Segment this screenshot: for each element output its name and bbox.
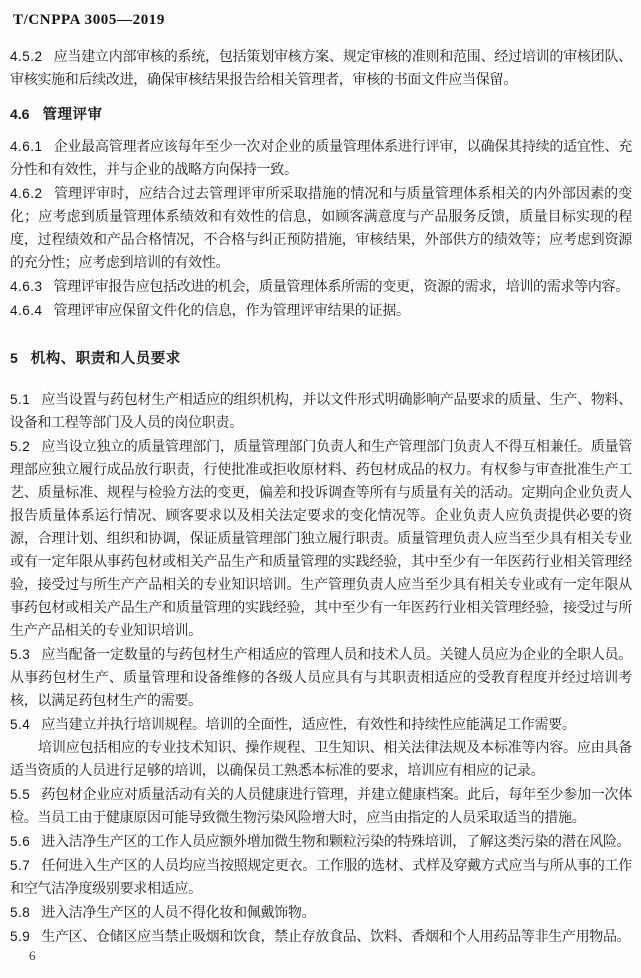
clause-number: 5.6	[10, 834, 31, 849]
clause-text: 管理评审时，应结合过去管理评审所采取措施的情况和与质量管理体系相关的内外部因素的变化；应考虑到质量管理体系绩效和有效性的信息，如顾客满意度与产品服务反馈，质量目标实现的程度，过程绩效和产品合格情况，不合格与纠正预防措施，审核结果，外部供方的绩效等；应考虑到资源的充分性；应考虑到培训的有效性。	[10, 187, 632, 271]
section-number: 5	[10, 350, 18, 366]
clause-text: 应当建立内部审核的系统，包括策划审核方案、规定审核的准则和范围、经过培训的审核团队、审核实施和后续改进，确保审核结果报告给相关管理者，审核的书面文件应当保留。	[10, 50, 632, 88]
clause-number: 4.6.2	[10, 186, 43, 201]
clause-5-8	[10, 901, 632, 925]
page-number: 6	[29, 948, 36, 963]
clause-5-6	[10, 830, 632, 854]
section-title: 机构、职责和人员要求	[30, 351, 181, 367]
section-heading-5	[10, 347, 632, 370]
clause-4-6-2	[10, 182, 632, 275]
clause-5-7	[10, 854, 632, 901]
clause-number: 5.2	[10, 439, 31, 454]
clause-5-9	[10, 925, 632, 949]
clause-number: 5.4	[10, 717, 31, 732]
clause-4-6-3	[10, 275, 632, 299]
clause-5-1	[10, 388, 632, 435]
clause-text: 药包材企业应对质量活动有关的人员健康进行管理，并建立健康档案。此后，每年至少参加一次体检。当员工由于健康原因可能导致微生物污染风险增大时，应当由指定的人员采取适当的措施。	[10, 788, 632, 826]
clause-5-4-subparagraph: 培训应包括相应的专业技术知识、操作规程、卫生知识、相关法律法规及本标准等内容。应由具备适当资质的人员进行足够的培训，以确保员工熟悉本标准的要求，培训应有相应的记录。	[10, 741, 632, 779]
clause-text: 生产区、仓储区应当禁止吸烟和饮食，禁止存放食品、饮料、香烟和个人用药品等非生产用物品。	[41, 930, 631, 945]
clause-4-6-4	[10, 299, 632, 323]
clause-4-5-2	[10, 45, 632, 92]
clause-number: 4.6.4	[10, 303, 43, 318]
clause-number: 5.9	[10, 929, 31, 944]
clause-text: 应当设置与药包材生产相适应的组织机构，并以文件形式明确影响产品要求的质量、生产、物料、设备和工程等部门及人员的岗位职责。	[10, 393, 632, 431]
clause-number: 4.6.3	[10, 279, 43, 294]
clause-text: 应当设立独立的质量管理部门，质量管理部门负责人和生产管理部门负责人不得互相兼任。质量管理部应独立履行成品放行职责，行使批准或拒收原材料、药包材成品的权力。有权参与审查批准生产工艺、质量标准、规程与检验方法的变更，偏差和投诉调查等所有与质量有关的活动。定期向企业负责人报告质量体系运行情况、顾客要求以及相关法定要求的变化情况等。企业负责人应负责提供必要的资源，合理计划、组织和协调，保证质量管理部门独立履行职责。质量管理负责人应当至少具有相关专业或有一定年限从事药包材或相关产品生产和质量管理的实践经验，其中至少有一年医药行业相关管理经验，接受过与所生产产品相关的专业知识培训。生产管理负责人应当至少具有相关专业或有一定年限从事药包材或相关产品生产和质量管理的实践经验，其中至少有一年医药行业相关管理经验，接受过与所生产产品相关的专业知识培训。	[10, 440, 632, 639]
clause-4-6-1	[10, 135, 632, 182]
clause-text: 进入洁净生产区的工作人员应额外增加微生物和颗粒污染的特殊培训，了解这类污染的潜在风险。	[41, 835, 631, 850]
clause-number: 5.1	[10, 392, 31, 407]
clause-text: 进入洁净生产区的人员不得化妆和佩戴饰物。	[41, 906, 316, 921]
heading-number: 4.6	[10, 106, 30, 122]
clause-text: 应当建立并执行培训规程。培训的全面性，适应性，有效性和持续性应能满足工作需要。	[41, 718, 576, 733]
clause-number: 5.3	[10, 647, 31, 662]
clause-number: 4.5.2	[10, 49, 43, 64]
clause-number: 5.8	[10, 905, 31, 920]
clause-text: 企业最高管理者应该每年至少一次对企业的质量管理体系进行评审，以确保其持续的适宜性、充分性和有效性，并与企业的战略方向保持一致。	[10, 140, 632, 178]
clause-5-2	[10, 435, 632, 643]
standard-code-header: T/CNPPA 3005—2019	[13, 12, 166, 28]
clause-5-5	[10, 783, 632, 830]
clause-5-4	[10, 713, 632, 737]
clause-number: 5.5	[10, 787, 31, 802]
clause-text: 应当配备一定数量的与药包材生产相适应的管理人员和技术人员。关键人员应为企业的全职人员。从事药包材生产、质量管理和设备维修的各级人员应具有与其职责相适应的受教育程度并经过培训考核，以满足药包材生产的需要。	[10, 648, 632, 709]
heading-title: 管理评审	[42, 107, 103, 123]
heading-4-6	[10, 103, 632, 126]
clause-number: 5.7	[10, 858, 31, 873]
clause-text: 管理评审应保留文件化的信息，作为管理评审结果的证据。	[53, 304, 410, 319]
clause-text: 任何进入生产区的人员均应当按照规定更衣。工作服的选材、式样及穿戴方式应当与所从事的工作和空气洁净度级别要求相适应。	[10, 859, 632, 897]
clause-number: 4.6.1	[10, 139, 43, 154]
clause-text: 管理评审报告应包括改进的机会，质量管理体系所需的变更，资源的需求，培训的需求等内容。	[53, 280, 629, 295]
clause-5-3	[10, 643, 632, 713]
